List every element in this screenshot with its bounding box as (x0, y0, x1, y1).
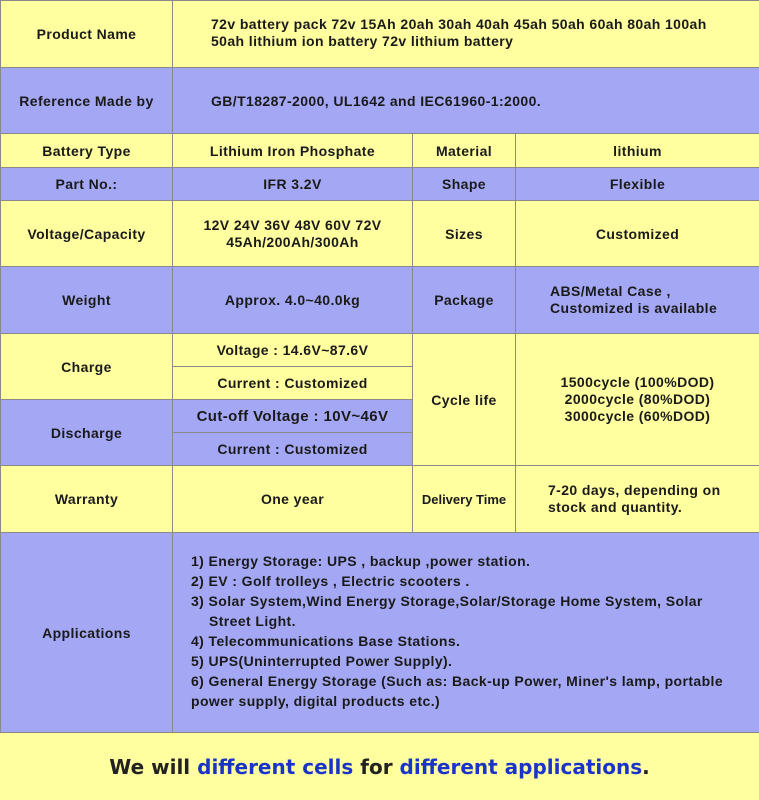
reference-label: Reference Made by (1, 68, 173, 134)
application-item: Street Light. (209, 613, 296, 629)
cycle-life-label: Cycle life (413, 334, 516, 466)
charge-label: Charge (1, 334, 173, 400)
row-charge-voltage (1, 334, 759, 367)
product-name-value (173, 1, 759, 68)
delivery-value (516, 466, 759, 533)
row-applications (1, 533, 759, 733)
application-item: 1) Energy Storage: UPS , backup ,power station. (191, 553, 531, 569)
package-value (516, 267, 759, 334)
warranty-label: Warranty (1, 466, 173, 533)
delivery-line: 7-20 days, depending on (548, 482, 721, 498)
battery-type-value: Lithium Iron Phosphate (173, 134, 413, 168)
package-label: Package (413, 267, 516, 334)
footer-text: . (642, 755, 650, 779)
product-name-line: 72v battery pack 72v 15Ah 20ah 30ah 40ah 45ah 50ah 60ah 80ah 100ah (211, 16, 707, 32)
application-item: power supply, digital products etc.) (191, 693, 441, 709)
row-warranty (1, 466, 759, 533)
sizes-value: Customized (516, 201, 759, 267)
application-item: 6) General Energy Storage (Such as: Back-up Power, Miner's lamp, portable (191, 673, 724, 689)
applications-label: Applications (1, 533, 173, 733)
voltage-capacity-line: 45Ah/200Ah/300Ah (226, 233, 359, 250)
row-voltage-capacity (1, 201, 759, 267)
cycle-life-line: 2000cycle (80%DOD) (564, 391, 711, 407)
row-product-name (1, 1, 759, 68)
part-no-label: Part No.: (1, 168, 173, 201)
charge-current: Current : Customized (173, 367, 413, 400)
discharge-current: Current : Customized (173, 433, 413, 466)
part-no-value: IFR 3.2V (173, 168, 413, 201)
material-value: lithium (516, 134, 759, 168)
application-item: 5) UPS(Uninterrupted Power Supply). (191, 653, 453, 669)
cycle-life-line: 3000cycle (60%DOD) (564, 408, 711, 424)
footer-text: for (353, 755, 400, 779)
delivery-label: Delivery Time (413, 466, 516, 533)
sizes-label: Sizes (413, 201, 516, 267)
row-battery-type (1, 134, 759, 168)
battery-type-label: Battery Type (1, 134, 173, 168)
application-item: 3) Solar System,Wind Energy Storage,Solar/Storage Home System, Solar (191, 593, 703, 609)
weight-value: Approx. 4.0~40.0kg (173, 267, 413, 334)
material-label: Material (413, 134, 516, 168)
charge-voltage: Voltage : 14.6V~87.6V (173, 334, 413, 367)
weight-label: Weight (1, 267, 173, 334)
voltage-capacity-label: Voltage/Capacity (1, 201, 173, 267)
reference-value: GB/T18287-2000, UL1642 and IEC61960-1:2000. (173, 68, 759, 134)
discharge-label: Discharge (1, 400, 173, 466)
voltage-capacity-line: 12V 24V 36V 48V 60V 72V (203, 216, 382, 233)
footer-highlight: different cells (197, 755, 354, 779)
footer-text: We will (109, 755, 198, 779)
application-item: 4) Telecommunications Base Stations. (191, 633, 461, 649)
product-name-line: 50ah lithium ion battery 72v lithium battery (211, 33, 514, 49)
shape-value: Flexible (516, 168, 759, 201)
shape-label: Shape (413, 168, 516, 201)
row-reference (1, 68, 759, 134)
row-weight (1, 267, 759, 334)
footer-highlight: different applications (399, 755, 643, 779)
delivery-line: stock and quantity. (548, 499, 683, 515)
cycle-life-value (516, 334, 759, 466)
product-name-label: Product Name (1, 1, 173, 68)
package-line: Customized is available (550, 300, 718, 316)
voltage-capacity-value (173, 201, 413, 267)
cycle-life-line: 1500cycle (100%DOD) (560, 374, 715, 390)
package-line: ABS/Metal Case , (550, 283, 671, 299)
row-part-no (1, 168, 759, 201)
warranty-value: One year (173, 466, 413, 533)
footer-slogan (0, 734, 759, 800)
discharge-voltage: Cut-off Voltage : 10V~46V (173, 400, 413, 433)
applications-list (173, 533, 759, 733)
application-item: 2) EV : Golf trolleys , Electric scooters . (191, 573, 470, 589)
